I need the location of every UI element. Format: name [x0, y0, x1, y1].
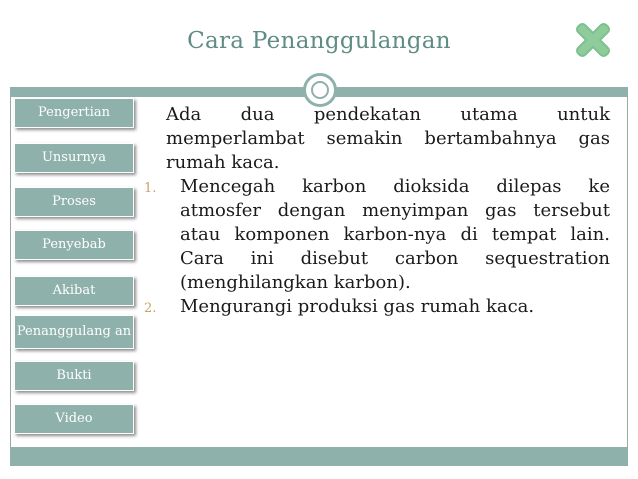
- list-item-text: Mengurangi produksi gas rumah kaca.: [180, 296, 535, 317]
- nav-akibat-button[interactable]: Akibat: [14, 276, 134, 306]
- list-item: [144, 175, 610, 295]
- intro-paragraph: Ada dua pendekatan utama untuk memperlambat semakin bertambahnya gas rumah kaca.: [166, 104, 610, 173]
- nav-pengertian-button[interactable]: Pengertian: [14, 98, 134, 128]
- list-item-number: 1.: [144, 181, 157, 196]
- nav-bukti-button[interactable]: Bukti: [14, 361, 134, 391]
- nav-proses-button[interactable]: Proses: [14, 187, 134, 217]
- list-item-number: 2.: [144, 301, 157, 316]
- footer-band: [10, 447, 628, 466]
- list-item-text: Mencegah karbon dioksida dilepas ke atmosfer dengan menyimpan gas tersebut atau komponen karbon-nya di tempat lain. Cara ini disebut carbon sequestration (menghilangkan karbon).: [180, 176, 610, 293]
- content-body: [144, 103, 610, 321]
- list-item: [144, 295, 610, 321]
- nav-penanggulangan-button[interactable]: Penanggulang an: [14, 315, 134, 349]
- nav-penyebab-button[interactable]: Penyebab: [14, 230, 134, 260]
- close-x-icon: [571, 18, 615, 62]
- nav-unsurnya-button[interactable]: Unsurnya: [14, 143, 134, 173]
- page-title: Cara Penanggulangan: [187, 28, 451, 54]
- close-button[interactable]: [571, 18, 615, 62]
- nav-video-button[interactable]: Video: [14, 404, 134, 434]
- divider-ornament: [303, 73, 337, 107]
